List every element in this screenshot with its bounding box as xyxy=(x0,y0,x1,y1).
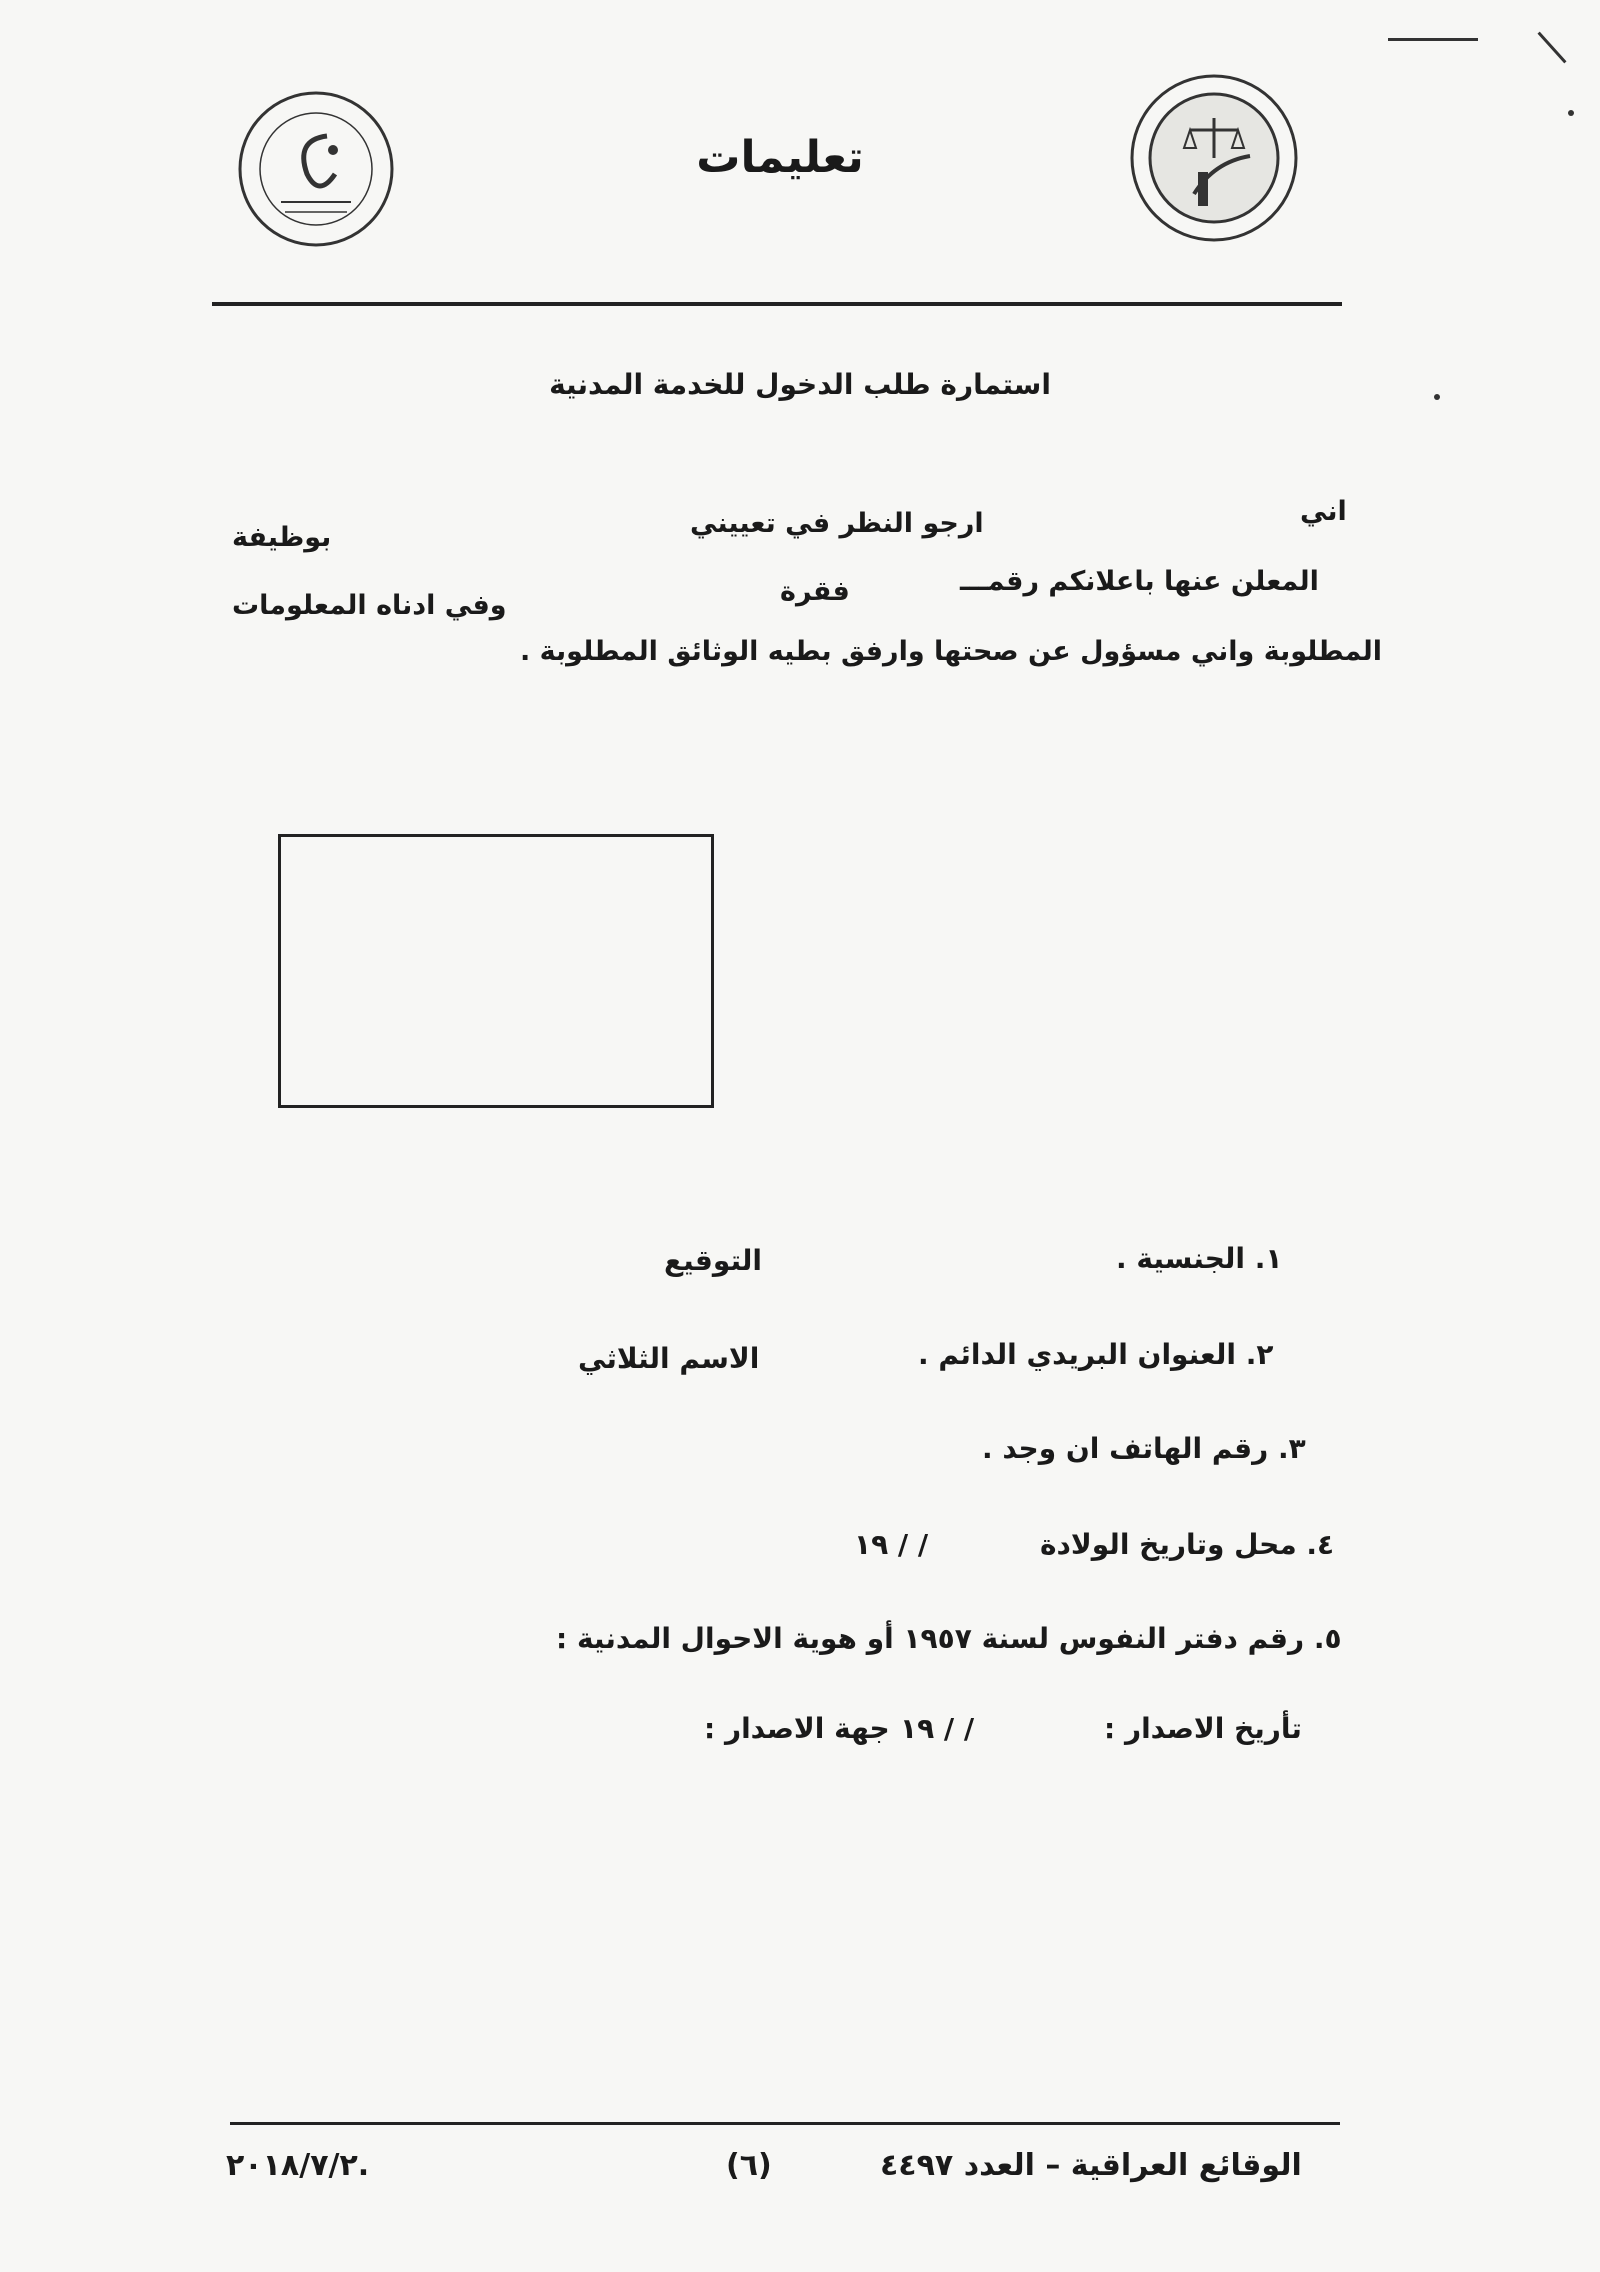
iraqi-legislation-logo xyxy=(235,88,397,250)
page-title: تعليمات xyxy=(696,132,864,183)
intro-i: اني xyxy=(1300,496,1347,527)
full-name-label: الاسم الثلاثي xyxy=(578,1342,760,1375)
issue-date: ٢٠١٨/٧/٢. xyxy=(226,2148,370,2183)
field-civil-registry: ٥. رقم دفتر النفوس لسنة ١٩٥٧ أو هوية الاحوال المدنية : xyxy=(556,1622,1342,1655)
signature-label: التوقيع xyxy=(664,1244,762,1277)
birth-date-blank: / / ١٩ xyxy=(854,1528,929,1561)
scan-mark xyxy=(1538,32,1567,64)
page-number: (٦) xyxy=(726,2148,772,2183)
footer-divider xyxy=(230,2122,1340,2125)
form-title: استمارة طلب الدخول للخدمة المدنية xyxy=(549,368,1051,401)
header-divider xyxy=(212,302,1342,306)
field-birth-place-date: ٤. محل وتاريخ الولادة xyxy=(1040,1528,1335,1561)
intro-responsibility: المطلوبة واني مسؤول عن صحتها وارفق بطيه الوثائق المطلوبة . xyxy=(520,636,1382,667)
gazette-issue: الوقائع العراقية – العدد ٤٤٩٧ xyxy=(880,2148,1302,2183)
scan-mark xyxy=(1388,38,1478,41)
issue-date-blank: / / ١٩ xyxy=(900,1712,975,1745)
intro-info-below: وفي ادناه المعلومات xyxy=(232,590,507,621)
issue-authority-label: جهة الاصدار : xyxy=(704,1712,890,1745)
ministry-seal-logo xyxy=(1128,72,1300,244)
field-phone: ٣. رقم الهاتف ان وجد . xyxy=(982,1432,1306,1465)
field-postal-address: ٢. العنوان البريدي الدائم . xyxy=(918,1338,1274,1371)
intro-position: بوظيفة xyxy=(232,522,332,553)
intro-request-appointment: ارجو النظر في تعييني xyxy=(690,508,984,539)
intro-announcement-number: المعلن عنها باعلانكم رقمـــ xyxy=(960,566,1319,597)
field-nationality: ١. الجنسية . xyxy=(1116,1242,1283,1275)
issue-date-label: تأريخ الاصدار : xyxy=(1104,1712,1302,1745)
intro-paragraph: فقرة xyxy=(780,576,850,607)
photo-box xyxy=(278,834,714,1108)
scan-speck xyxy=(1434,394,1440,400)
scan-speck xyxy=(1568,110,1574,116)
